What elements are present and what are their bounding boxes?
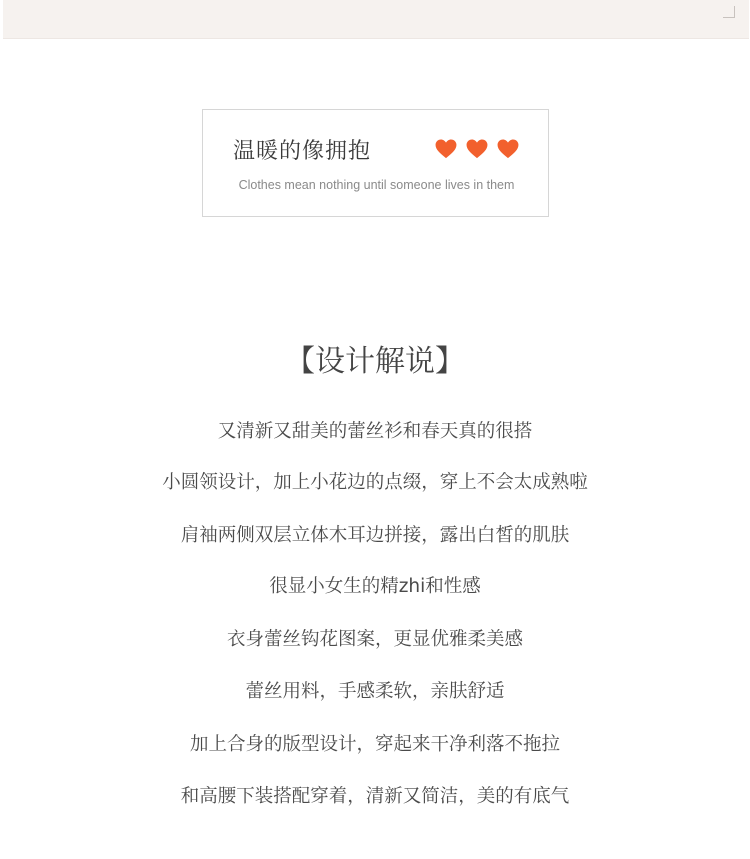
description-line: 衣身蕾丝钩花图案，更显优雅柔美感	[226, 629, 523, 650]
description-line: 肩袖两侧双层立体木耳边拼接，露出白皙的肌肤	[180, 525, 570, 546]
corner-mark-icon	[723, 6, 735, 18]
description-line: 蕾丝用料，手感柔软，亲肤舒适	[245, 681, 505, 702]
top-banner-strip	[3, 0, 749, 39]
description-line: 又清新又甜美的蕾丝衫和春天真的很搭	[217, 421, 533, 442]
description-line: 很显小女生的精zhi和性感	[269, 576, 481, 597]
slogan-box	[202, 109, 549, 217]
description-line: 小圆领设计，加上小花边的点缀，穿上不会太成熟啦	[162, 472, 588, 493]
description-line: 和高腰下装搭配穿着，清新又简洁，美的有底气	[180, 786, 570, 807]
slogan-title: 温暖的像拥抱	[233, 139, 372, 164]
heart-icon	[435, 139, 457, 159]
slogan-subtitle: Clothes mean nothing until someone lives in them	[238, 178, 515, 192]
heart-icon	[497, 139, 519, 159]
hearts-group	[435, 139, 519, 159]
description-line: 加上合身的版型设计，穿起来干净利落不拖拉	[189, 734, 560, 755]
design-heading: 【设计解说】	[285, 344, 465, 379]
heart-icon	[466, 139, 488, 159]
